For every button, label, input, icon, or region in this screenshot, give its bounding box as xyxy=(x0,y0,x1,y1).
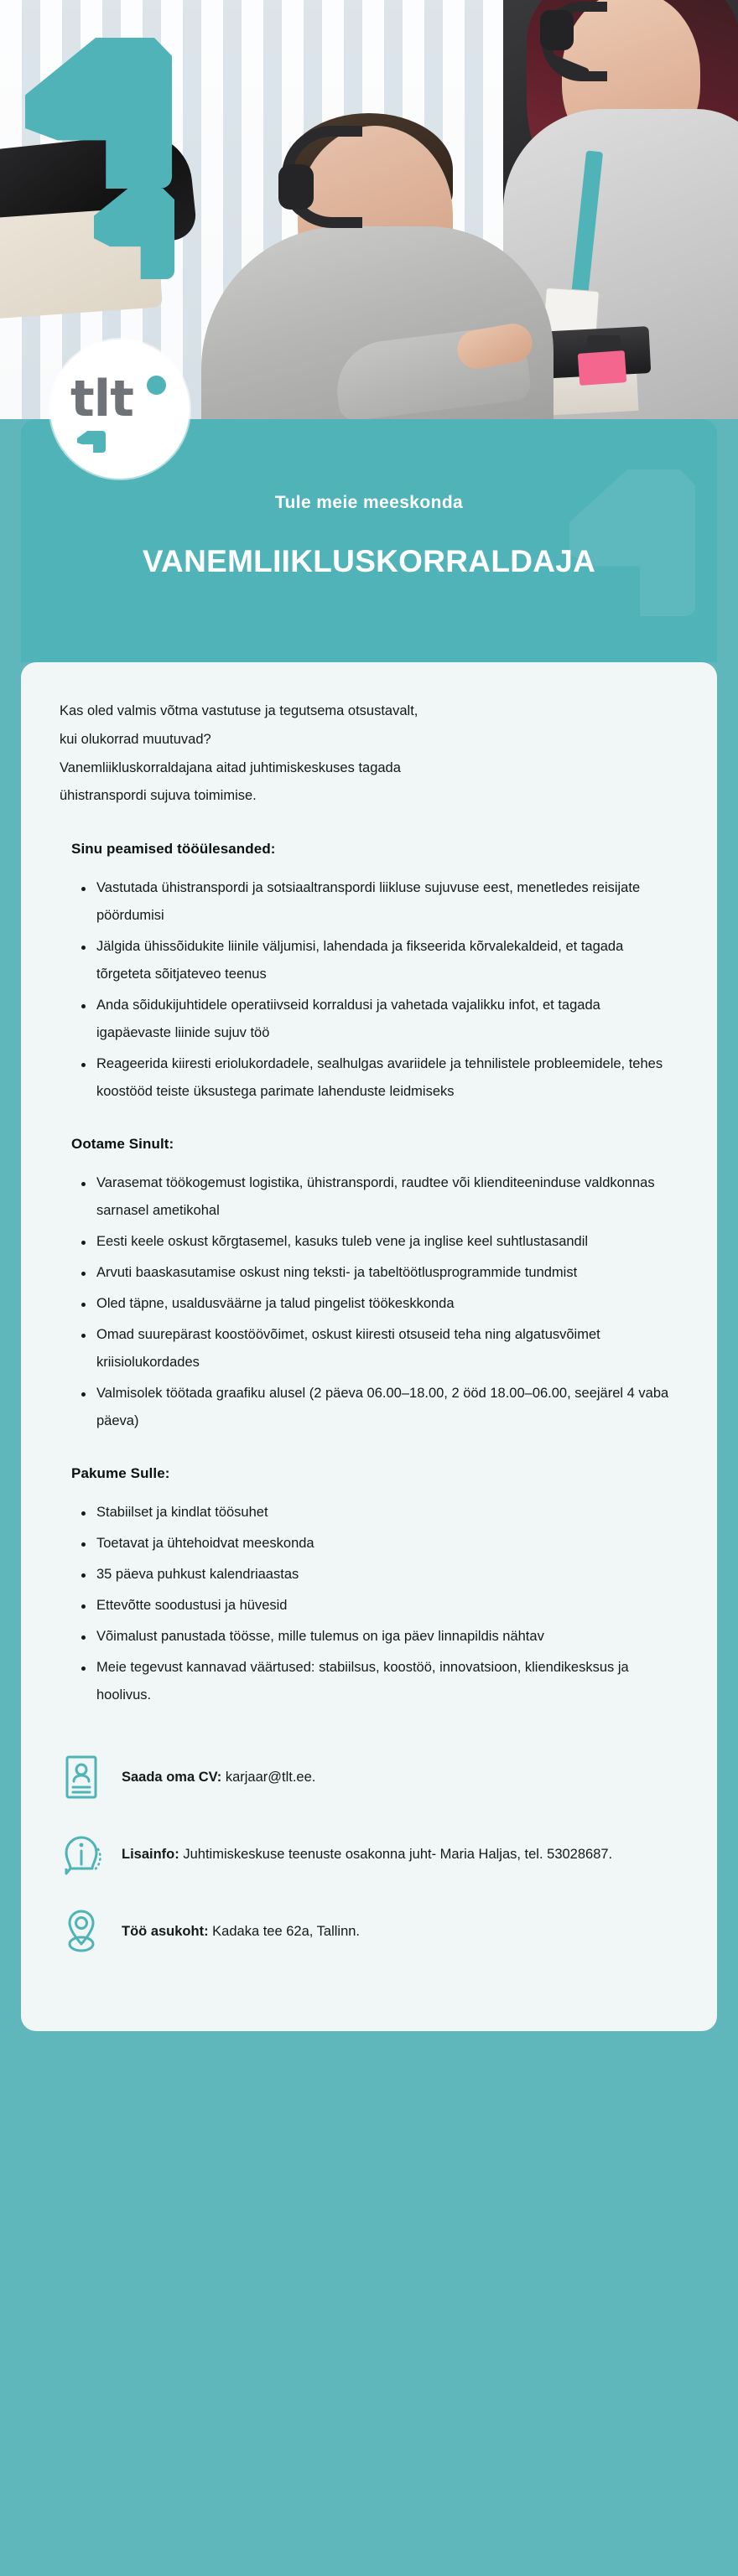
cv-card-icon xyxy=(60,1753,103,1801)
intro-line-4: ühistranspordi sujuva toimimise. xyxy=(60,788,257,804)
section-title-tasks: Sinu peamised tööülesanded: xyxy=(71,841,276,858)
contact-row-location xyxy=(60,1907,678,1956)
offer-list xyxy=(81,1499,678,1709)
bottom-teal-strip xyxy=(0,2031,738,2123)
contact-row-info xyxy=(60,1830,678,1879)
section-tasks xyxy=(60,841,678,1106)
location-pin-icon xyxy=(60,1907,103,1956)
list-item: Vastutada ühistranspordi ja sotsiaaltranspordi liikluse sujuvuse eest, menetledes reisijate pöördumisi xyxy=(81,874,678,930)
contact-label-location: Töö asukoht: xyxy=(122,1923,209,1939)
list-item: 35 päeva puhkust kalendriaastas xyxy=(81,1561,678,1589)
contact-text-cv xyxy=(122,1765,315,1790)
sticky-note xyxy=(578,350,627,386)
contact-block xyxy=(60,1753,678,1956)
page-title: VANEMLIIKLUSKORRALDAJA xyxy=(142,544,596,578)
intro-line-3: Vanemliikluskorraldajana aitad juhtimiskeskuses tagada xyxy=(60,759,401,775)
contact-value-location: Kadaka tee 62a, Tallinn. xyxy=(212,1923,360,1939)
list-item: Stabiilset ja kindlat töösuhet xyxy=(81,1499,678,1526)
tasks-list xyxy=(81,874,678,1106)
tlt-logo xyxy=(50,339,190,479)
list-item: Toetavat ja ühtehoidvat meeskonda xyxy=(81,1530,678,1558)
section-title-requirements: Ootame Sinult: xyxy=(71,1136,174,1153)
header-kicker: Tule meie meeskonda xyxy=(274,493,464,512)
list-item: Reageerida kiiresti eriolukordadele, sealhulgas avariidele ja tehnilistele probleemidele, tehes koostööd teiste üksustega parimate lahenduste leidmiseks xyxy=(81,1050,678,1106)
contact-label-cv: Saada oma CV: xyxy=(122,1769,222,1785)
section-title-offer: Pakume Sulle: xyxy=(71,1465,170,1482)
seated-woman-earcup xyxy=(278,164,314,210)
contact-text-info xyxy=(122,1843,612,1867)
section-requirements xyxy=(60,1136,678,1435)
contact-row-cv xyxy=(60,1753,678,1801)
list-item: Eesti keele oskust kõrgtasemel, kasuks tuleb vene ja inglise keel suhtlustasandil xyxy=(81,1228,678,1256)
list-item: Võimalust panustada töösse, mille tulemus on iga päev linnapildis nähtav xyxy=(81,1623,678,1651)
intro-line-2: kui olukorrad muutuvad? xyxy=(60,731,211,747)
section-offer xyxy=(60,1465,678,1709)
intro-paragraph xyxy=(60,697,678,811)
list-item: Meie tegevust kannavad väärtused: stabiilsus, koostöö, innovatsioon, kliendikesksus ja hoolivus. xyxy=(81,1654,678,1709)
contact-value-info: Juhtimiskeskuse teenuste osakonna juht- Maria Haljas, tel. 53028687. xyxy=(183,1846,613,1862)
logo-arrow-icon xyxy=(77,431,106,453)
list-item: Varasemat töökogemust logistika, ühistranspordi, raudtee või klienditeeninduse valdkonnas sarnasel ametikohal xyxy=(81,1169,678,1225)
list-item: Omad suurepärast koostöövõimet, oskust kiiresti otsuseid teha ning algatusvõimet kriisiolukordades xyxy=(81,1321,678,1376)
contact-text-location xyxy=(122,1920,360,1944)
list-item: Arvuti baaskasutamise oskust ning teksti- ja tabeltöötlusprogrammide tundmist xyxy=(81,1259,678,1287)
logo-dot-icon xyxy=(147,376,166,395)
info-icon xyxy=(60,1830,103,1879)
contact-label-info: Lisainfo: xyxy=(122,1846,179,1862)
tlt-logo-wordmark: tlt xyxy=(70,370,133,428)
watermark-arrow-icon xyxy=(569,469,695,616)
contact-value-cv[interactable]: karjaar@tlt.ee. xyxy=(225,1769,316,1785)
requirements-list xyxy=(81,1169,678,1435)
list-item: Valmisolek töötada graafiku alusel (2 päeva 06.00–18.00, 2 ööd 18.00–06.00, seejärel 4 vaba päeva) xyxy=(81,1380,678,1435)
list-item: Jälgida ühissõidukite liinile väljumisi, lahendada ja fikseerida kõrvalekaldeid, et tagada tõrgeteta sõitjateveo teenus xyxy=(81,933,678,988)
standing-woman-earcup xyxy=(540,10,574,50)
list-item: Ettevõtte soodustusi ja hüvesid xyxy=(81,1592,678,1620)
list-item: Anda sõidukijuhtidele operatiivseid korraldusi ja vahetada vajalikku infot, et tagada igapäevaste liinide sujuv töö xyxy=(81,992,678,1047)
list-item: Oled täpne, usaldusväärne ja talud pingelist töökeskkonda xyxy=(81,1290,678,1318)
job-content-card xyxy=(21,662,717,2031)
intro-line-1: Kas oled valmis võtma vastutuse ja tegutsema otsustavalt, xyxy=(60,703,418,718)
tlt-logo-inner xyxy=(70,371,169,448)
